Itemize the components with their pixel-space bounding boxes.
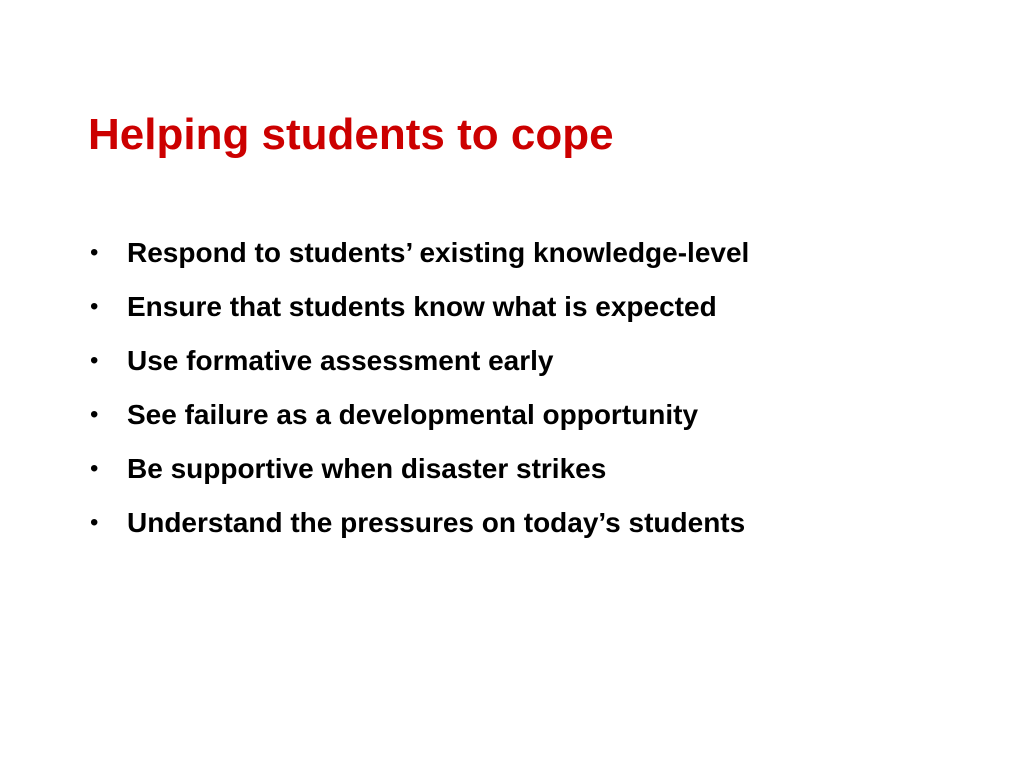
list-item — [88, 280, 749, 334]
bullet-marker: • — [90, 347, 99, 374]
bullet-marker: • — [90, 293, 99, 320]
bullet-marker: • — [90, 401, 99, 428]
bullet-text: Be supportive when disaster strikes — [127, 453, 607, 484]
bullet-text: Understand the pressures on today’s students — [127, 507, 746, 538]
slide-title: Helping students to cope — [88, 110, 614, 159]
bullet-marker: • — [90, 455, 99, 482]
list-item — [88, 334, 749, 388]
bullet-text: See failure as a developmental opportunity — [127, 399, 699, 430]
bullet-marker: • — [90, 239, 99, 266]
list-item — [88, 442, 749, 496]
bullet-marker: • — [90, 509, 99, 536]
list-item — [88, 226, 749, 280]
bullet-text: Respond to students’ existing knowledge-level — [127, 237, 750, 268]
list-item — [88, 388, 749, 442]
list-item — [88, 496, 749, 550]
bullet-text: Ensure that students know what is expected — [127, 291, 717, 322]
bullet-list — [88, 226, 749, 550]
bullet-text: Use formative assessment early — [127, 345, 554, 376]
